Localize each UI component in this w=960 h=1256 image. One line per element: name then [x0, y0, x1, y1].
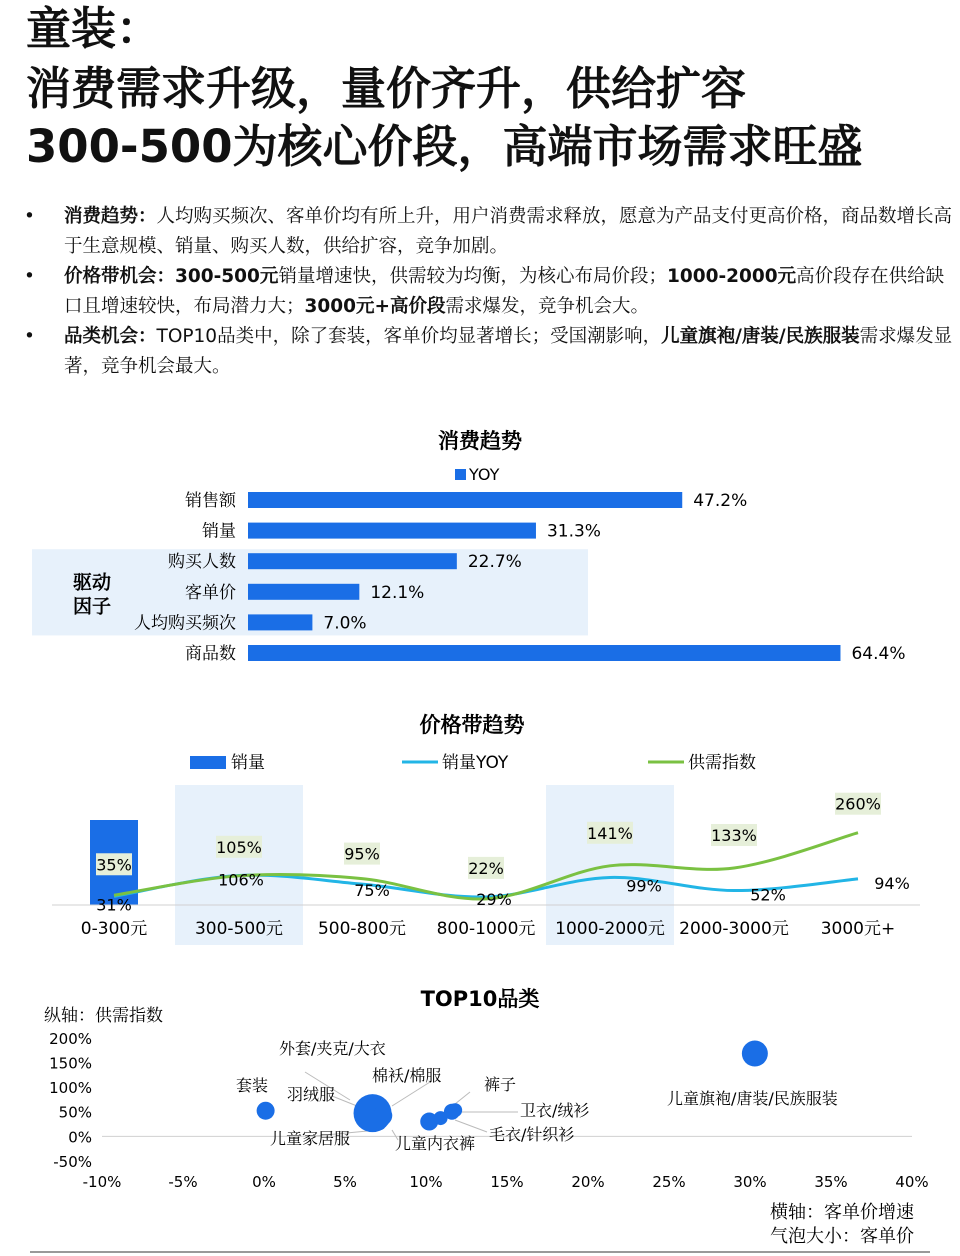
bullet-highlight: 1000-2000元	[666, 266, 797, 287]
category-label: 3000元+	[820, 919, 896, 939]
category-label: 1000-2000元	[555, 919, 665, 939]
x-tick-label: 30%	[733, 1173, 767, 1191]
category-label: 购买人数	[168, 552, 236, 573]
value-label: 22.7%	[467, 552, 522, 573]
point-label: 儿童旗袍/唐装/民族服装	[667, 1089, 838, 1108]
yoy-label: 29%	[476, 889, 512, 909]
x-tick-label: 5%	[333, 1173, 357, 1191]
value-label: 64.4%	[851, 644, 906, 664]
category-label: 客单价	[185, 582, 236, 603]
value-label: 7.0%	[323, 613, 367, 634]
category-label: 800-1000元	[436, 919, 536, 939]
chart-title: 价格带趋势	[419, 713, 525, 737]
bullet-consumption-trend	[24, 202, 954, 262]
leader-line	[455, 1120, 487, 1132]
x-tick-label: 0%	[252, 1173, 276, 1191]
legend-label: 销量	[231, 753, 265, 773]
category-label: 销售额	[185, 491, 236, 511]
size-legend-label: 气泡大小：客单价	[770, 1226, 914, 1247]
x-tick-label: 40%	[895, 1173, 929, 1191]
x-axis-title: 横轴：客单价增速	[770, 1202, 914, 1223]
driver-label: 驱动	[72, 571, 112, 594]
supply-demand-label: 95%	[344, 844, 380, 864]
bar	[248, 614, 312, 630]
bullet-list	[24, 202, 954, 382]
bullet-highlight: 300-500元	[175, 266, 279, 287]
consumption-trend-chart	[0, 420, 960, 680]
point-label: 羽绒服	[287, 1085, 336, 1104]
y-tick-label: 150%	[49, 1054, 92, 1073]
chart-title: 消费趋势	[438, 429, 522, 453]
bullet-label: 价格带机会：	[64, 266, 176, 287]
value-label: 12.1%	[370, 582, 425, 603]
bullet-dot: •	[24, 206, 35, 227]
category-label: 人均购买频次	[134, 613, 236, 634]
page-title-line-2: 消费需求升级，量价齐升，供给扩容	[26, 62, 747, 115]
bar	[248, 584, 359, 600]
bullet-text: TOP10品类中，除了套装，客单价均显著增长；受国潮影响，	[156, 326, 662, 347]
legend-label: 供需指数	[688, 753, 756, 773]
yoy-label: 94%	[874, 873, 910, 893]
y-tick-label: 0%	[68, 1128, 92, 1147]
bubble	[742, 1041, 768, 1067]
y-axis-title: 纵轴：供需指数	[44, 1006, 163, 1026]
point-label: 儿童内衣裤	[395, 1134, 476, 1153]
bar	[248, 645, 840, 661]
yoy-label: 52%	[750, 885, 786, 905]
bullet-dot: •	[24, 326, 35, 347]
value-label: 31.3%	[546, 521, 601, 542]
category-label: 500-800元	[317, 919, 407, 939]
category-label: 销量	[202, 521, 236, 542]
y-tick-label: 50%	[58, 1103, 92, 1122]
bullet-price-band	[24, 262, 954, 322]
value-label: 47.2%	[693, 491, 748, 511]
legend-swatch	[190, 756, 226, 769]
supply-demand-label: 22%	[468, 858, 504, 878]
x-tick-label: 20%	[571, 1173, 605, 1191]
yoy-label: 99%	[626, 876, 662, 896]
bullet-highlight: 儿童旗袍/唐装/民族服装	[661, 326, 860, 347]
x-tick-label: 35%	[814, 1173, 848, 1191]
yoy-label: 31%	[96, 895, 132, 915]
x-tick-label: 25%	[652, 1173, 686, 1191]
bar	[248, 492, 682, 508]
top10-category-chart	[0, 980, 960, 1254]
bullet-text: 销量增速快，供需较为均衡，为核心布局价段；	[278, 266, 667, 287]
chart-title: TOP10品类	[420, 987, 540, 1011]
bar	[248, 553, 457, 569]
bullet-label: 品类机会：	[64, 326, 157, 347]
bullet-highlight: 3000元+高价段	[304, 296, 446, 317]
category-label: 0-300元	[80, 919, 148, 939]
point-label: 卫衣/绒衫	[520, 1101, 590, 1120]
bullet-dot: •	[24, 266, 35, 287]
legend-label: YOY	[469, 465, 500, 484]
x-tick-label: 15%	[490, 1173, 524, 1191]
point-label: 棉袄/棉服	[372, 1066, 442, 1085]
point-label: 套装	[236, 1076, 269, 1095]
supply-demand-label: 35%	[96, 855, 132, 875]
point-label: 毛衣/针织衫	[489, 1125, 575, 1144]
bullet-text: 需求爆发，竞争机会大。	[445, 296, 650, 317]
bullet-category	[24, 322, 954, 382]
x-tick-label: -5%	[168, 1173, 198, 1191]
point-label: 裤子	[484, 1075, 517, 1094]
bullet-text: 高价段存在供给缺口且增速较快，布局潜力大；	[64, 266, 945, 317]
category-label: 300-500元	[194, 919, 284, 939]
legend-label: 销量YOY	[442, 753, 509, 773]
yoy-label: 106%	[218, 870, 264, 890]
bullet-text: 人均购买频次、客单价均有所上升，用户消费需求释放，愿意为产品支付更高价格，商品数增长高于生意规模、销量、购买人数，供给扩容，竞争加剧。	[64, 206, 953, 257]
x-tick-label: -10%	[82, 1173, 122, 1191]
leader-line	[455, 1092, 470, 1104]
price-band-chart	[0, 700, 960, 968]
driver-label: 因子	[72, 595, 112, 618]
y-tick-label: -50%	[53, 1153, 92, 1171]
x-tick-label: 10%	[409, 1173, 443, 1191]
y-tick-label: 200%	[49, 1029, 92, 1048]
point-label: 儿童家居服	[270, 1129, 351, 1148]
bullet-label: 消费趋势：	[64, 206, 157, 227]
yoy-label: 75%	[354, 881, 390, 901]
bullet-text: 需求爆发显著，竞争机会最大。	[64, 326, 953, 377]
bubble	[376, 1120, 386, 1130]
supply-demand-label: 105%	[216, 837, 262, 857]
supply-demand-label: 133%	[711, 826, 757, 846]
supply-demand-label: 141%	[587, 823, 633, 843]
leader-line	[392, 1082, 430, 1106]
y-tick-label: 100%	[49, 1079, 92, 1098]
point-label: 外套/夹克/大衣	[279, 1039, 386, 1058]
category-label: 商品数	[185, 644, 236, 664]
legend-swatch	[455, 469, 466, 480]
bubble	[257, 1102, 275, 1120]
bar	[248, 523, 536, 539]
bubble	[448, 1103, 462, 1117]
page-title-line-3: 300-500为核心价段，高端市场需求旺盛	[26, 120, 863, 173]
page-title-line-1: 童装：	[26, 2, 162, 55]
supply-demand-label: 260%	[835, 794, 881, 814]
category-label: 2000-3000元	[679, 919, 789, 939]
